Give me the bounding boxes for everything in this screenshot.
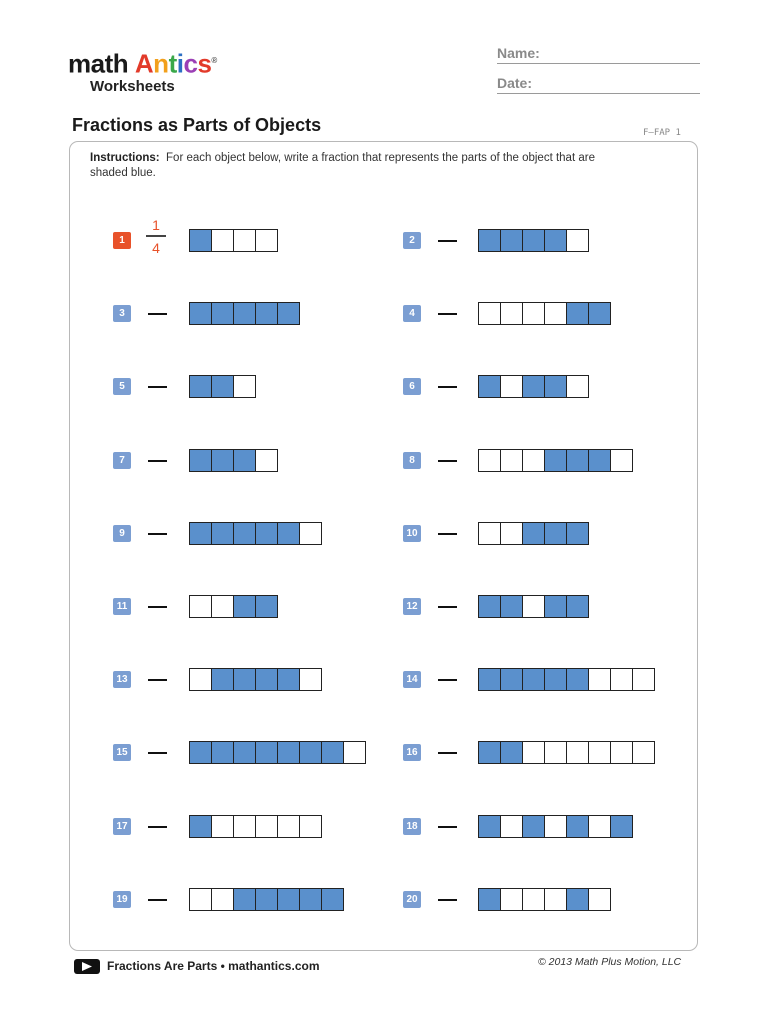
answer-blank[interactable] xyxy=(438,313,457,315)
problem-number-badge: 17 xyxy=(113,818,131,835)
shaded-part xyxy=(566,668,589,691)
unshaded-part xyxy=(233,229,256,252)
unshaded-part xyxy=(610,449,633,472)
problem-number-badge: 2 xyxy=(403,232,421,249)
logo-letter: c xyxy=(183,48,198,79)
logo-letter: t xyxy=(168,48,177,79)
unshaded-part xyxy=(632,741,655,764)
shaded-part xyxy=(233,449,256,472)
shaded-part xyxy=(189,449,212,472)
unshaded-part xyxy=(522,595,545,618)
logo-wordmark xyxy=(68,46,217,79)
unshaded-part xyxy=(500,449,523,472)
shaded-part xyxy=(544,668,567,691)
unshaded-part xyxy=(632,668,655,691)
shaded-part xyxy=(522,668,545,691)
unshaded-part xyxy=(544,741,567,764)
answer-blank[interactable] xyxy=(148,606,167,608)
shaded-part xyxy=(566,888,589,911)
unshaded-part xyxy=(588,668,611,691)
fraction-object xyxy=(478,229,588,252)
logo-letter: i xyxy=(176,48,184,79)
shaded-part xyxy=(255,888,278,911)
logo-letter: a xyxy=(90,48,105,79)
problem-number-badge: 16 xyxy=(403,744,421,761)
shaded-part xyxy=(321,888,344,911)
unshaded-part xyxy=(255,229,278,252)
shaded-part xyxy=(522,815,545,838)
unshaded-part xyxy=(500,815,523,838)
shaded-part xyxy=(233,741,256,764)
answer-blank[interactable] xyxy=(148,752,167,754)
instructions-label: Instructions: xyxy=(90,152,160,164)
answer-blank[interactable] xyxy=(148,826,167,828)
problem-number-badge: 15 xyxy=(113,744,131,761)
unshaded-part xyxy=(544,815,567,838)
unshaded-part xyxy=(522,449,545,472)
unshaded-part xyxy=(189,668,212,691)
shaded-part xyxy=(211,375,234,398)
unshaded-part xyxy=(610,668,633,691)
unshaded-part xyxy=(299,522,322,545)
logo-letter: s xyxy=(197,48,212,79)
problem-number-badge: 5 xyxy=(113,378,131,395)
shaded-part xyxy=(299,741,322,764)
registered-mark: ® xyxy=(211,56,217,65)
shaded-part xyxy=(544,595,567,618)
unshaded-part xyxy=(211,595,234,618)
shaded-part xyxy=(478,375,501,398)
unshaded-part xyxy=(277,815,300,838)
shaded-part xyxy=(566,815,589,838)
unshaded-part xyxy=(233,375,256,398)
problem-number-badge: 11 xyxy=(113,598,131,615)
shaded-part xyxy=(522,229,545,252)
fraction-object xyxy=(189,302,299,325)
fraction-denominator: 4 xyxy=(152,239,160,256)
shaded-part xyxy=(255,595,278,618)
unshaded-part xyxy=(299,815,322,838)
unshaded-part xyxy=(566,229,589,252)
logo-letter: n xyxy=(153,48,169,79)
answer-blank[interactable] xyxy=(148,460,167,462)
problem-number-badge: 3 xyxy=(113,305,131,322)
shaded-part xyxy=(500,668,523,691)
shaded-part xyxy=(255,668,278,691)
shaded-part xyxy=(277,522,300,545)
fraction-object xyxy=(189,449,277,472)
unshaded-part xyxy=(588,815,611,838)
instructions-text: For each object below, write a fraction that represents the parts of the object that are shaded blue. xyxy=(90,152,595,179)
copyright: © 2013 Math Plus Motion, LLC xyxy=(538,956,682,968)
fraction-object xyxy=(478,668,654,691)
unshaded-part xyxy=(211,815,234,838)
shaded-part xyxy=(211,302,234,325)
shaded-part xyxy=(189,741,212,764)
answer-blank[interactable] xyxy=(148,533,167,535)
answer-blank[interactable] xyxy=(438,606,457,608)
date-field[interactable] xyxy=(497,75,700,94)
unshaded-part xyxy=(299,668,322,691)
unshaded-part xyxy=(544,888,567,911)
shaded-part xyxy=(566,522,589,545)
problem-number-badge: 10 xyxy=(403,525,421,542)
problem-number-badge: 9 xyxy=(113,525,131,542)
unshaded-part xyxy=(500,302,523,325)
fraction-object xyxy=(478,741,654,764)
shaded-part xyxy=(189,302,212,325)
unshaded-part xyxy=(588,741,611,764)
shaded-part xyxy=(566,595,589,618)
page-title: Fractions as Parts of Objects xyxy=(72,115,322,135)
fraction-object xyxy=(189,668,321,691)
math-antics-logo xyxy=(68,46,228,100)
shaded-part xyxy=(478,888,501,911)
shaded-part xyxy=(522,522,545,545)
problem-number-badge: 4 xyxy=(403,305,421,322)
fraction-object xyxy=(189,229,277,252)
unshaded-part xyxy=(522,888,545,911)
worksheet-code: F–FAP 1 xyxy=(643,128,681,138)
name-field[interactable] xyxy=(497,45,700,64)
unshaded-part xyxy=(478,449,501,472)
fraction-object xyxy=(478,595,588,618)
footer-link-text: Fractions Are Parts • mathantics.com xyxy=(107,959,320,973)
answer-blank[interactable] xyxy=(438,240,457,242)
shaded-part xyxy=(588,302,611,325)
shaded-part xyxy=(233,302,256,325)
date-label: Date: xyxy=(497,75,533,91)
shaded-part xyxy=(211,668,234,691)
unshaded-part xyxy=(566,375,589,398)
shaded-part xyxy=(211,522,234,545)
shaded-part xyxy=(277,668,300,691)
problem-number-badge: 1 xyxy=(113,232,131,249)
shaded-part xyxy=(233,522,256,545)
problem-number-badge: 6 xyxy=(403,378,421,395)
shaded-part xyxy=(211,449,234,472)
logo-letter xyxy=(128,49,135,79)
answer-blank[interactable] xyxy=(438,460,457,462)
logo-letter: h xyxy=(112,48,129,79)
answer-blank[interactable] xyxy=(438,899,457,901)
unshaded-part xyxy=(544,302,567,325)
problem-number-badge: 18 xyxy=(403,818,421,835)
problem-number-badge: 12 xyxy=(403,598,421,615)
fraction-numerator: 1 xyxy=(152,217,160,233)
shaded-part xyxy=(522,375,545,398)
shaded-part xyxy=(255,302,278,325)
answer-blank[interactable] xyxy=(438,752,457,754)
fraction-object xyxy=(189,888,343,911)
shaded-part xyxy=(500,595,523,618)
example-fraction xyxy=(146,217,166,256)
instructions xyxy=(90,151,630,181)
answer-blank[interactable] xyxy=(148,899,167,901)
answer-blank[interactable] xyxy=(148,679,167,681)
unshaded-part xyxy=(500,522,523,545)
fraction-object xyxy=(478,302,610,325)
fraction-object xyxy=(189,522,321,545)
unshaded-part xyxy=(610,741,633,764)
shaded-part xyxy=(566,449,589,472)
shaded-part xyxy=(211,741,234,764)
name-label: Name: xyxy=(497,45,540,61)
unshaded-part xyxy=(500,375,523,398)
unshaded-part xyxy=(211,229,234,252)
fraction-object xyxy=(189,815,321,838)
answer-blank[interactable] xyxy=(438,386,457,388)
shaded-part xyxy=(233,888,256,911)
unshaded-part xyxy=(255,815,278,838)
unshaded-part xyxy=(255,449,278,472)
logo-letter: m xyxy=(68,48,91,79)
fraction-object xyxy=(478,375,588,398)
shaded-part xyxy=(299,888,322,911)
fraction-object xyxy=(189,741,365,764)
shaded-part xyxy=(544,449,567,472)
unshaded-part xyxy=(189,595,212,618)
fraction-object xyxy=(189,595,277,618)
shaded-part xyxy=(478,741,501,764)
shaded-part xyxy=(321,741,344,764)
logo-letter: t xyxy=(104,48,113,79)
fraction-bar xyxy=(146,235,166,237)
shaded-part xyxy=(189,815,212,838)
shaded-part xyxy=(478,229,501,252)
shaded-part xyxy=(500,229,523,252)
shaded-part xyxy=(189,522,212,545)
logo-letter: A xyxy=(134,48,154,79)
shaded-part xyxy=(277,302,300,325)
unshaded-part xyxy=(211,888,234,911)
fraction-object xyxy=(478,815,632,838)
shaded-part xyxy=(233,668,256,691)
shaded-part xyxy=(478,815,501,838)
answer-blank[interactable] xyxy=(438,679,457,681)
shaded-part xyxy=(610,815,633,838)
unshaded-part xyxy=(478,302,501,325)
shaded-part xyxy=(189,375,212,398)
answer-blank[interactable] xyxy=(438,826,457,828)
unshaded-part xyxy=(588,888,611,911)
answer-blank[interactable] xyxy=(148,313,167,315)
unshaded-part xyxy=(233,815,256,838)
logo-subtitle: Worksheets xyxy=(90,78,175,95)
problem-number-badge: 19 xyxy=(113,891,131,908)
unshaded-part xyxy=(566,741,589,764)
shaded-part xyxy=(255,522,278,545)
fraction-object xyxy=(478,449,632,472)
unshaded-part xyxy=(500,888,523,911)
unshaded-part xyxy=(478,522,501,545)
fraction-object xyxy=(478,522,588,545)
unshaded-part xyxy=(522,302,545,325)
answer-blank[interactable] xyxy=(438,533,457,535)
unshaded-part xyxy=(189,888,212,911)
shaded-part xyxy=(233,595,256,618)
shaded-part xyxy=(277,888,300,911)
shaded-part xyxy=(544,229,567,252)
play-icon xyxy=(74,959,100,974)
problem-number-badge: 8 xyxy=(403,452,421,469)
shaded-part xyxy=(544,375,567,398)
shaded-part xyxy=(544,522,567,545)
unshaded-part xyxy=(343,741,366,764)
shaded-part xyxy=(189,229,212,252)
problem-number-badge: 20 xyxy=(403,891,421,908)
shaded-part xyxy=(588,449,611,472)
shaded-part xyxy=(566,302,589,325)
unshaded-part xyxy=(522,741,545,764)
fraction-object xyxy=(189,375,255,398)
problem-number-badge: 14 xyxy=(403,671,421,688)
shaded-part xyxy=(500,741,523,764)
shaded-part xyxy=(255,741,278,764)
shaded-part xyxy=(478,595,501,618)
shaded-part xyxy=(277,741,300,764)
fraction-object xyxy=(478,888,610,911)
problem-number-badge: 13 xyxy=(113,671,131,688)
shaded-part xyxy=(478,668,501,691)
problem-number-badge: 7 xyxy=(113,452,131,469)
answer-blank[interactable] xyxy=(148,386,167,388)
